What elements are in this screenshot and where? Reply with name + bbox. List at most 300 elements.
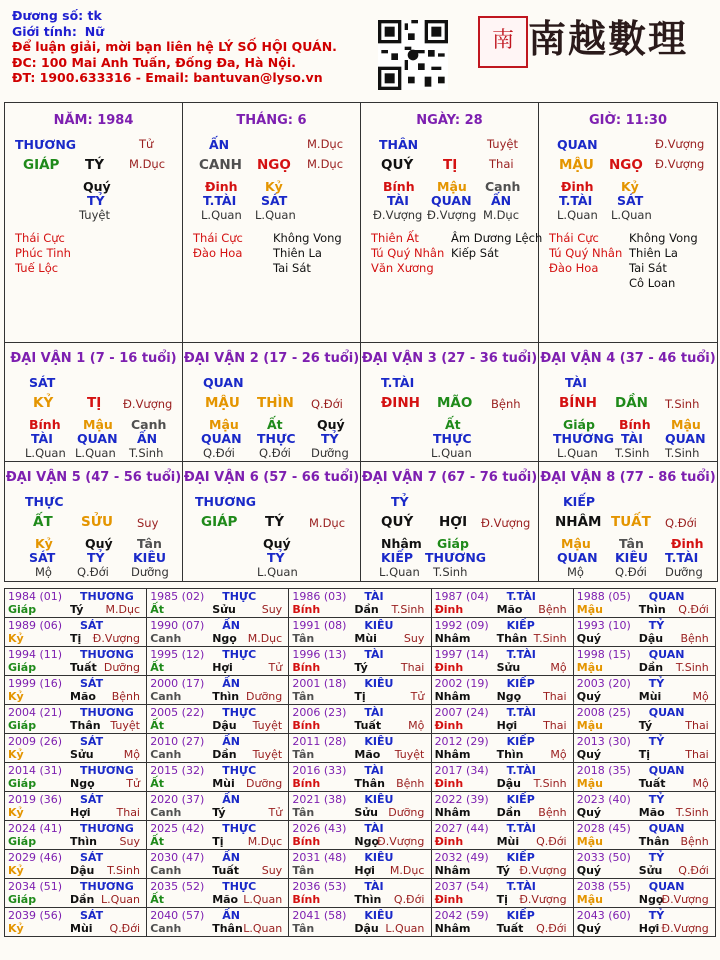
hidden-stem: Đinh	[671, 536, 704, 551]
hidden-state: Mộ	[35, 565, 52, 579]
pillar-stem: QUÝ	[381, 157, 414, 173]
dai-van-2[interactable]	[183, 343, 361, 462]
heavenly-stem: Canh	[150, 806, 182, 819]
life-stage: Q.Đới	[678, 603, 709, 616]
annual-luck-cell[interactable]	[289, 647, 431, 676]
address-line: ĐC: 100 Mai Anh Tuấn, Đống Đa, Hà Nội.	[12, 54, 296, 70]
year-label: 1989 (06)	[8, 619, 63, 632]
annual-luck-cell[interactable]	[289, 879, 431, 908]
annual-luck-cell[interactable]	[573, 879, 715, 908]
heavenly-stem: Đinh	[434, 893, 464, 906]
hidden-state: T.Sinh	[129, 446, 164, 460]
annual-luck-cell[interactable]	[147, 618, 289, 647]
life-stage: Mộ	[692, 777, 709, 790]
ten-god-star: KIẾP	[506, 909, 535, 922]
dai-van-state: Q.Đới	[665, 516, 697, 530]
special-star: Thiên Ất	[371, 231, 419, 245]
heavenly-stem: Quý	[576, 632, 602, 645]
earthly-branch: Tý	[70, 603, 84, 616]
annual-luck-cell[interactable]	[431, 618, 573, 647]
life-stage: Bệnh	[680, 835, 709, 848]
ten-god-star: QUAN	[648, 590, 685, 603]
table-row	[5, 763, 716, 792]
heavenly-stem: Canh	[150, 690, 182, 703]
annual-luck-cell[interactable]	[147, 850, 289, 879]
ten-god-star: ẤN	[222, 851, 240, 864]
year-label: 2028 (45)	[576, 822, 631, 835]
heavenly-stem: Kỷ	[8, 632, 24, 645]
ten-god-star: KIẾP	[506, 619, 535, 632]
life-stage: Bệnh	[538, 603, 567, 616]
earthly-branch: Dần	[354, 603, 379, 616]
annual-luck-cell[interactable]	[431, 705, 573, 734]
ten-god-star: TỶ	[648, 619, 665, 632]
heavenly-stem: Đinh	[434, 835, 464, 848]
life-stage: Mộ	[692, 690, 709, 703]
ten-god-star: SÁT	[80, 851, 104, 864]
pillar-stem: MẬU	[559, 157, 594, 173]
table-row	[5, 821, 716, 850]
dai-van-star: QUAN	[203, 375, 244, 390]
ten-god-star: T.TÀI	[506, 648, 536, 661]
ten-god-star: THỰC	[222, 706, 257, 719]
hidden-star: ẤN	[491, 193, 512, 208]
year-label: 2036 (53)	[292, 880, 347, 893]
earthly-branch: Tuất	[354, 719, 382, 732]
year-label: 2011 (28)	[292, 735, 347, 748]
annual-luck-cell[interactable]	[573, 734, 715, 763]
life-stage: T.Sinh	[675, 806, 709, 819]
special-star: Thiên La	[273, 246, 322, 260]
heavenly-stem: Đinh	[434, 719, 464, 732]
hidden-stem: Kỷ	[35, 536, 53, 551]
heavenly-stem: Giáp	[8, 661, 37, 674]
dai-van-branch: THÌN	[257, 395, 294, 411]
annual-luck-cell[interactable]	[573, 705, 715, 734]
hidden-stem: Mậu	[671, 417, 701, 432]
earthly-branch: Dậu	[496, 777, 521, 790]
life-stage: L.Quan	[243, 922, 283, 935]
earthly-branch: Dần	[496, 806, 521, 819]
earthly-branch: Tị	[70, 632, 82, 645]
annual-luck-cell[interactable]	[289, 618, 431, 647]
annual-luck-cell[interactable]	[431, 647, 573, 676]
ten-god-star: T.TÀI	[506, 880, 536, 893]
dai-van-3[interactable]	[361, 343, 539, 462]
annual-luck-cell[interactable]	[289, 908, 431, 937]
dai-van-1[interactable]	[5, 343, 183, 462]
dai-van-star: TỶ	[391, 494, 409, 509]
year-label: 2032 (49)	[434, 851, 489, 864]
annual-luck-cell[interactable]	[431, 850, 573, 879]
table-row	[5, 589, 716, 618]
life-stage: M.Dục	[389, 864, 425, 877]
year-label: 1999 (16)	[8, 677, 63, 690]
annual-luck-cell[interactable]	[431, 821, 573, 850]
life-stage: M.Dục	[105, 603, 140, 616]
special-star: Thái Cực	[193, 231, 243, 245]
dai-van-title: ĐẠI VẬN 2 (17 - 26 tuổi)	[183, 351, 360, 366]
life-stage: Suy	[403, 632, 425, 645]
life-stage: Mộ	[408, 719, 425, 732]
year-label: 1990 (07)	[150, 619, 205, 632]
earthly-branch: Mão	[638, 806, 665, 819]
life-stage: Suy	[261, 864, 283, 877]
hidden-state: L.Quan	[25, 446, 66, 460]
year-label: 2030 (47)	[150, 851, 205, 864]
heavenly-stem: Giáp	[8, 835, 37, 848]
annual-luck-cell[interactable]	[147, 589, 289, 618]
annual-luck-cell[interactable]	[431, 734, 573, 763]
dai-van-stem: GIÁP	[201, 514, 238, 530]
annual-luck-cell[interactable]	[5, 763, 147, 792]
heavenly-stem: Nhâm	[434, 632, 471, 645]
annual-luck-cell[interactable]	[5, 734, 147, 763]
life-stage: Q.Đới	[109, 922, 140, 935]
annual-luck-cell[interactable]	[289, 705, 431, 734]
dai-van-6[interactable]	[183, 462, 361, 581]
dai-van-stem: QUÝ	[381, 514, 414, 530]
year-label: 2015 (32)	[150, 764, 205, 777]
heavenly-stem: Ất	[150, 719, 164, 732]
annual-luck-cell[interactable]	[289, 850, 431, 879]
special-star: Phúc Tinh	[15, 246, 71, 260]
earthly-branch: Tuất	[70, 661, 97, 674]
annual-luck-cell[interactable]	[431, 763, 573, 792]
hidden-state: Tuyệt	[79, 208, 110, 222]
table-row	[5, 879, 716, 908]
annual-luck-cell[interactable]	[573, 763, 715, 792]
ten-god-star: QUAN	[648, 648, 685, 661]
ten-god-star: THỰC	[222, 822, 257, 835]
year-label: 2002 (19)	[434, 677, 489, 690]
year-label: 2014 (31)	[8, 764, 63, 777]
year-label: 2000 (17)	[150, 677, 205, 690]
ten-god-star: TÀI	[364, 764, 384, 777]
annual-luck-cell[interactable]	[5, 850, 147, 879]
earthly-branch: Thân	[212, 922, 243, 935]
earthly-branch: Ngọ	[638, 893, 664, 906]
pillar-branch-state: Đ.Vượng	[655, 157, 705, 171]
ten-god-star: T.TÀI	[506, 822, 536, 835]
hidden-star: THỰC	[433, 431, 472, 446]
ten-god-star: THƯƠNG	[80, 706, 134, 719]
annual-luck-cell[interactable]	[5, 589, 147, 618]
hidden-star: ẤN	[137, 431, 158, 446]
ten-god-star: KIẾP	[506, 735, 535, 748]
heavenly-stem: Quý	[576, 864, 602, 877]
hidden-stem: Kỷ	[621, 179, 639, 194]
pillar-stem: GIÁP	[23, 157, 60, 173]
heavenly-stem: Canh	[150, 632, 182, 645]
earthly-branch: Tị	[354, 690, 366, 703]
hidden-stem: Đinh	[561, 179, 594, 194]
heavenly-stem: Bính	[292, 661, 321, 674]
life-stage: Q.Đới	[678, 864, 709, 877]
annual-luck-cell[interactable]	[5, 879, 147, 908]
annual-luck-cell[interactable]	[147, 676, 289, 705]
annual-luck-cell[interactable]	[431, 879, 573, 908]
pillar-branch: NGỌ	[609, 157, 643, 173]
hidden-state: L.Quan	[379, 565, 420, 579]
heavenly-stem: Ất	[150, 777, 164, 790]
annual-luck-cell[interactable]	[573, 589, 715, 618]
annual-luck-cell[interactable]	[289, 792, 431, 821]
hidden-star: QUAN	[201, 431, 242, 446]
earthly-branch: Dần	[638, 661, 664, 674]
heavenly-stem: Canh	[150, 864, 182, 877]
life-stage: Tử	[410, 690, 425, 703]
year-label: 2003 (20)	[576, 677, 631, 690]
earthly-branch: Mùi	[70, 922, 93, 935]
dai-van-5[interactable]	[5, 462, 183, 581]
year-label: 1984 (01)	[8, 590, 63, 603]
life-stage: T.Sinh	[533, 632, 567, 645]
ten-god-star: THỰC	[222, 590, 257, 603]
hidden-star: TÀI	[621, 431, 643, 446]
heavenly-stem: Bính	[292, 893, 321, 906]
year-label: 2018 (35)	[576, 764, 631, 777]
hidden-state: Dưỡng	[665, 565, 703, 579]
annual-luck-cell[interactable]	[573, 821, 715, 850]
heavenly-stem: Nhâm	[434, 690, 471, 703]
year-label: 1992 (09)	[434, 619, 489, 632]
life-stage: Đ.Vượng	[661, 922, 709, 935]
earthly-branch: Tuất	[638, 777, 666, 790]
special-star: Cô Loan	[629, 276, 676, 290]
special-star: Tuế Lộc	[15, 261, 59, 275]
hidden-state: L.Quan	[257, 565, 298, 579]
life-stage: Thai	[400, 661, 425, 674]
heavenly-stem: Tân	[292, 632, 315, 645]
earthly-branch: Mùi	[354, 632, 377, 645]
annual-luck-cell[interactable]	[5, 908, 147, 937]
dai-van-state: T.Sinh	[665, 397, 700, 411]
heavenly-stem: Mậu	[576, 719, 603, 732]
annual-luck-cell[interactable]	[431, 589, 573, 618]
hidden-state: L.Quan	[201, 208, 242, 222]
pillar-top-star: THƯƠNG	[15, 137, 77, 152]
year-label: 2006 (23)	[292, 706, 347, 719]
special-star: Thiên La	[629, 246, 678, 260]
dai-van-7[interactable]	[361, 462, 539, 581]
annual-luck-cell[interactable]	[147, 763, 289, 792]
annual-luck-cell[interactable]	[289, 821, 431, 850]
phone-email-line[interactable]: ĐT: 1900.633316 - Email: bantuvan@lyso.vn	[12, 70, 323, 85]
dai-van-title: ĐẠI VẬN 7 (67 - 76 tuổi)	[361, 470, 538, 485]
dai-van-stem: KỶ	[33, 395, 54, 411]
hidden-stem: Kỷ	[265, 179, 283, 194]
annual-luck-cell[interactable]	[289, 734, 431, 763]
heavenly-stem: Bính	[292, 719, 321, 732]
hidden-stem: Giáp	[563, 417, 595, 432]
heavenly-stem: Quý	[576, 922, 602, 935]
dai-van-title: ĐẠI VẬN 4 (37 - 46 tuổi)	[540, 351, 716, 366]
annual-luck-cell[interactable]	[147, 879, 289, 908]
annual-luck-cell[interactable]	[147, 908, 289, 937]
heavenly-stem: Giáp	[8, 719, 37, 732]
earthly-branch: Thìn	[354, 893, 382, 906]
annual-luck-cell[interactable]	[147, 705, 289, 734]
heavenly-stem: Mậu	[576, 893, 603, 906]
earthly-branch: Thìn	[496, 748, 524, 761]
ten-god-star: SÁT	[80, 735, 104, 748]
year-label: 2021 (38)	[292, 793, 347, 806]
annual-luck-cell[interactable]	[5, 676, 147, 705]
annual-luck-cell[interactable]	[573, 908, 715, 937]
annual-luck-cell[interactable]	[147, 792, 289, 821]
life-stage: Tuyệt	[252, 748, 283, 761]
ten-god-star: KIÊU	[364, 735, 394, 748]
qr-code-icon[interactable]	[378, 20, 448, 90]
ten-god-star: TỶ	[648, 851, 665, 864]
dai-van-8[interactable]	[539, 462, 717, 581]
earthly-branch: Thân	[354, 777, 385, 790]
heavenly-stem: Canh	[150, 922, 182, 935]
earthly-branch: Mùi	[496, 835, 520, 848]
ten-god-star: KIÊU	[364, 677, 394, 690]
heavenly-stem: Tân	[292, 690, 315, 703]
life-stage: Q.Đới	[536, 835, 567, 848]
earthly-branch: Sửu	[70, 748, 94, 761]
hidden-star: TÀI	[31, 431, 53, 446]
annual-luck-cell[interactable]	[289, 589, 431, 618]
life-stage: Tuyệt	[394, 748, 425, 761]
earthly-branch: Thân	[496, 632, 528, 645]
dai-van-4[interactable]	[539, 343, 717, 462]
annual-luck-cell[interactable]	[431, 676, 573, 705]
life-stage: T.Sinh	[533, 777, 567, 790]
ten-god-star: KIÊU	[364, 851, 394, 864]
table-row	[5, 618, 716, 647]
special-star: Thái Cực	[549, 231, 599, 245]
annual-luck-cell[interactable]	[573, 792, 715, 821]
heavenly-stem: Đinh	[434, 777, 464, 790]
heavenly-stem: Giáp	[8, 777, 37, 790]
dai-van-stem: ĐINH	[381, 395, 420, 411]
hidden-star: KIÊU	[615, 550, 649, 565]
year-label: 2019 (36)	[8, 793, 63, 806]
dai-van-branch: TỊ	[87, 395, 102, 411]
hidden-star: THƯƠNG	[553, 431, 615, 446]
annual-luck-cell[interactable]	[573, 850, 715, 879]
annual-luck-cell[interactable]	[431, 792, 573, 821]
life-stage: Dưỡng	[388, 806, 425, 819]
annual-luck-cell[interactable]	[147, 821, 289, 850]
annual-luck-cell[interactable]	[147, 647, 289, 676]
ten-god-star: THƯƠNG	[80, 648, 134, 661]
hidden-state: Q.Đới	[77, 565, 109, 579]
year-label: 2029 (46)	[8, 851, 63, 864]
hidden-stem: Nhâm	[381, 536, 422, 551]
heavenly-stem: Quý	[576, 748, 602, 761]
life-stage: Dưỡng	[103, 661, 140, 674]
hidden-state: T.Sinh	[665, 446, 700, 460]
earthly-branch: Hợi	[354, 864, 375, 877]
heavenly-stem: Đinh	[434, 661, 464, 674]
annual-luck-cell[interactable]	[573, 676, 715, 705]
dai-van-branch: DẦN	[615, 395, 648, 411]
earthly-branch: Thân	[638, 835, 670, 848]
heavenly-stem: Mậu	[576, 603, 603, 616]
annual-luck-cell[interactable]	[5, 792, 147, 821]
year-label: 2009 (26)	[8, 735, 63, 748]
ten-god-star: SÁT	[80, 909, 104, 922]
heavenly-stem: Kỷ	[8, 864, 24, 877]
ten-god-star: THƯƠNG	[80, 822, 134, 835]
ten-god-star: THƯƠNG	[80, 590, 134, 603]
ten-god-star: T.TÀI	[506, 706, 536, 719]
earthly-branch: Tị	[496, 893, 508, 906]
ten-god-star: QUAN	[648, 822, 685, 835]
year-label: 1993 (10)	[576, 619, 631, 632]
year-label: 2017 (34)	[434, 764, 489, 777]
annual-luck-cell[interactable]	[147, 734, 289, 763]
annual-luck-cell[interactable]	[431, 908, 573, 937]
year-label: 2005 (22)	[150, 706, 205, 719]
annual-luck-cell[interactable]	[5, 705, 147, 734]
year-label: 2043 (60)	[576, 909, 631, 922]
annual-luck-cell[interactable]	[573, 618, 715, 647]
life-stage: Thai	[543, 719, 567, 732]
life-stage: Suy	[261, 603, 283, 616]
heavenly-stem: Nhâm	[434, 864, 471, 877]
heavenly-stem: Nhâm	[434, 922, 471, 935]
heavenly-stem: Mậu	[576, 661, 603, 674]
annual-luck-cell[interactable]	[289, 763, 431, 792]
dai-van-star: THƯƠNG	[195, 494, 257, 509]
life-stage: Bệnh	[680, 632, 709, 645]
life-stage: Đ.Vượng	[519, 893, 567, 906]
earthly-branch: Thân	[70, 719, 101, 732]
earthly-branch: Hợi	[496, 719, 518, 732]
heavenly-stem: Ất	[150, 661, 164, 674]
ten-god-star: T.TÀI	[506, 764, 536, 777]
special-star: Không Vong	[629, 231, 698, 245]
life-stage: Tuyệt	[252, 719, 283, 732]
annual-luck-cell[interactable]	[5, 647, 147, 676]
hidden-stem: Mậu	[437, 179, 467, 194]
hidden-state: Mộ	[567, 565, 584, 579]
year-label: 2012 (29)	[434, 735, 489, 748]
year-label: 2037 (54)	[434, 880, 489, 893]
annual-luck-cell[interactable]	[289, 676, 431, 705]
life-stage: Bệnh	[396, 777, 425, 790]
dai-van-state: Đ.Vượng	[481, 516, 531, 530]
dai-van-branch: HỢI	[439, 514, 468, 530]
heavenly-stem: Bính	[292, 603, 321, 616]
hidden-state: T.Sinh	[615, 446, 650, 460]
year-label: 2042 (59)	[434, 909, 489, 922]
special-star: Không Vong	[273, 231, 342, 245]
year-label: 2010 (27)	[150, 735, 205, 748]
pillar-title: GIỜ: 11:30	[589, 113, 667, 128]
hidden-stem: Mậu	[83, 417, 113, 432]
year-label: 2008 (25)	[576, 706, 631, 719]
life-stage: Đ.Vượng	[661, 893, 709, 906]
year-label: 2022 (39)	[434, 793, 489, 806]
gender-line: Giới tính: Nữ	[12, 23, 105, 39]
ten-god-star: ẤN	[222, 677, 240, 690]
annual-luck-cell[interactable]	[5, 821, 147, 850]
annual-luck-cell[interactable]	[573, 647, 715, 676]
heavenly-stem: Ất	[150, 603, 164, 616]
pillar-top-state: Tử	[139, 137, 154, 151]
special-star: Đào Hoa	[193, 246, 243, 260]
life-stage: L.Quan	[385, 922, 425, 935]
annual-luck-cell[interactable]	[5, 618, 147, 647]
heavenly-stem: Kỷ	[8, 922, 24, 935]
